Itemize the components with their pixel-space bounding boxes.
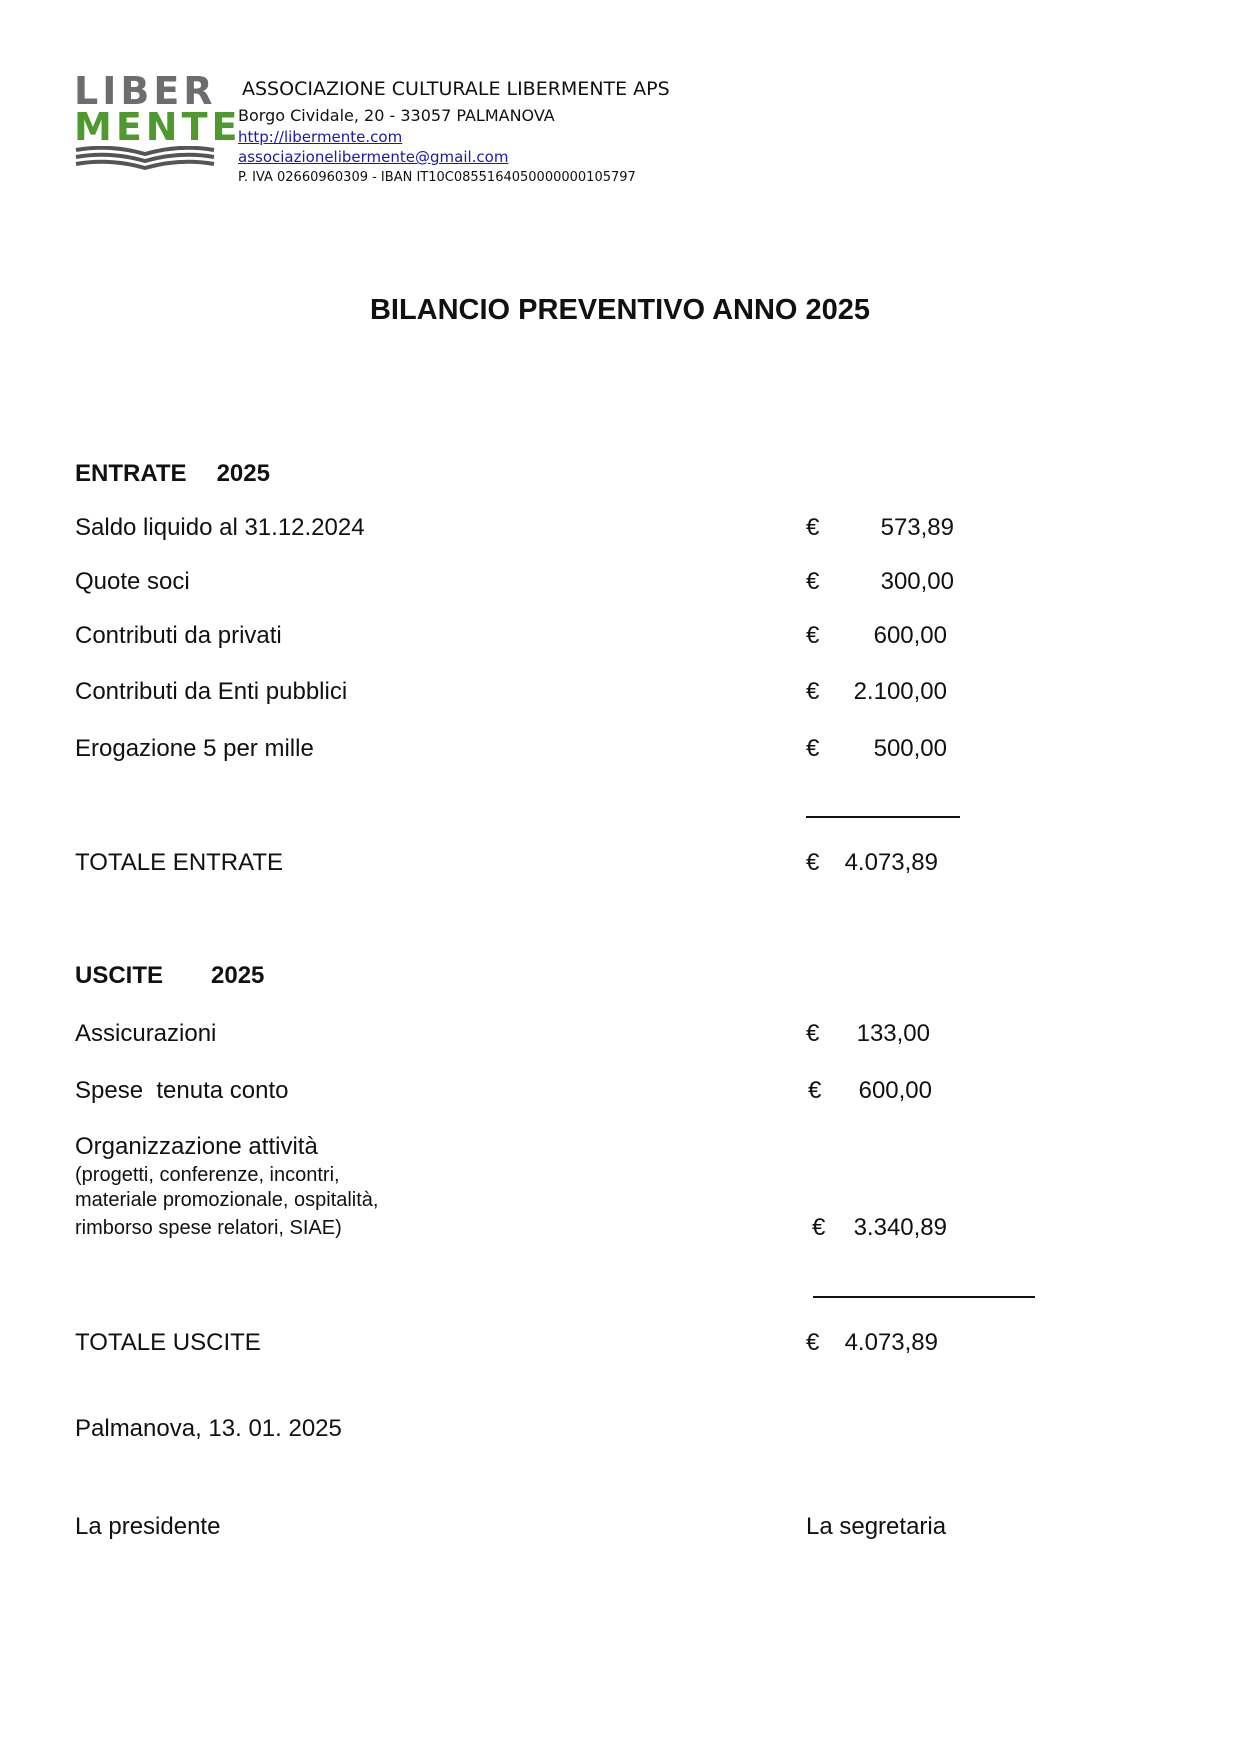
uscite-row-amount: 600,00 xyxy=(858,1077,932,1104)
uscite-row-label: Organizzazione attività xyxy=(75,1133,318,1160)
organization-name: ASSOCIAZIONE CULTURALE LIBERMENTE APS xyxy=(242,78,670,100)
uscite-row-detail: materiale promozionale, ospitalità, xyxy=(75,1189,379,1211)
entrate-row-amount: 600,00 xyxy=(873,622,947,649)
organization-address: Borgo Cividale, 20 - 33057 PALMANOVA xyxy=(238,106,555,125)
tax-info: P. IVA 02660960309 - IBAN IT10C0855164050000000105797 xyxy=(238,170,636,185)
entrate-heading xyxy=(75,460,270,488)
document-title: BILANCIO PREVENTIVO ANNO 2025 xyxy=(369,294,871,326)
entrate-row-label: Saldo liquido al 31.12.2024 xyxy=(75,514,365,541)
currency-symbol: € xyxy=(806,735,820,762)
entrate-total-rule xyxy=(806,816,960,818)
entrate-total-amount: 4.073,89 xyxy=(844,849,938,876)
uscite-total-amount: 4.073,89 xyxy=(844,1329,938,1356)
place-date: Palmanova, 13. 01. 2025 xyxy=(75,1415,342,1442)
entrate-row-label: Erogazione 5 per mille xyxy=(75,735,314,762)
currency-symbol: € xyxy=(806,849,820,876)
currency-symbol: € xyxy=(812,1214,826,1241)
currency-symbol: € xyxy=(806,1329,820,1356)
currency-symbol: € xyxy=(806,622,820,649)
uscite-heading-year: 2025 xyxy=(211,962,265,989)
currency-symbol: € xyxy=(806,514,820,541)
entrate-row-label: Contributi da Enti pubblici xyxy=(75,678,348,705)
uscite-row-label: Assicurazioni xyxy=(75,1020,217,1047)
entrate-row-label: Contributi da privati xyxy=(75,622,282,649)
entrate-heading-label: ENTRATE xyxy=(75,460,187,487)
currency-symbol: € xyxy=(806,678,820,705)
uscite-row-amount: 133,00 xyxy=(856,1020,930,1047)
currency-symbol: € xyxy=(806,568,820,595)
currency-symbol: € xyxy=(806,1020,820,1047)
uscite-row-amount: 3.340,89 xyxy=(853,1214,947,1241)
currency-symbol: € xyxy=(808,1077,822,1104)
signature-president: La presidente xyxy=(75,1513,221,1540)
logo-text-bottom: MENTE xyxy=(74,105,242,149)
entrate-row-amount: 573,89 xyxy=(880,514,954,541)
entrate-row-label: Quote soci xyxy=(75,568,190,595)
email-link[interactable]: associazionelibermente@gmail.com xyxy=(238,148,509,166)
organization-logo xyxy=(74,69,242,182)
uscite-heading xyxy=(75,962,264,990)
website-link[interactable]: http://libermente.com xyxy=(238,128,403,146)
uscite-heading-label: USCITE xyxy=(75,962,164,989)
book-icon xyxy=(74,146,216,170)
uscite-total-label: TOTALE USCITE xyxy=(75,1329,261,1356)
entrate-row-amount: 300,00 xyxy=(880,568,954,595)
uscite-row-detail: (progetti, conferenze, incontri, xyxy=(75,1164,340,1186)
entrate-row-amount: 500,00 xyxy=(873,735,947,762)
logo-text-top: LIBER xyxy=(74,69,217,113)
uscite-row-label: Spese tenuta conto xyxy=(75,1077,289,1104)
entrate-total-label: TOTALE ENTRATE xyxy=(75,849,284,876)
entrate-heading-year: 2025 xyxy=(216,460,270,487)
signature-secretary: La segretaria xyxy=(806,1513,947,1540)
uscite-row-detail: rimborso spese relatori, SIAE) xyxy=(75,1217,342,1239)
uscite-total-rule xyxy=(813,1296,1035,1298)
entrate-row-amount: 2.100,00 xyxy=(853,678,947,705)
